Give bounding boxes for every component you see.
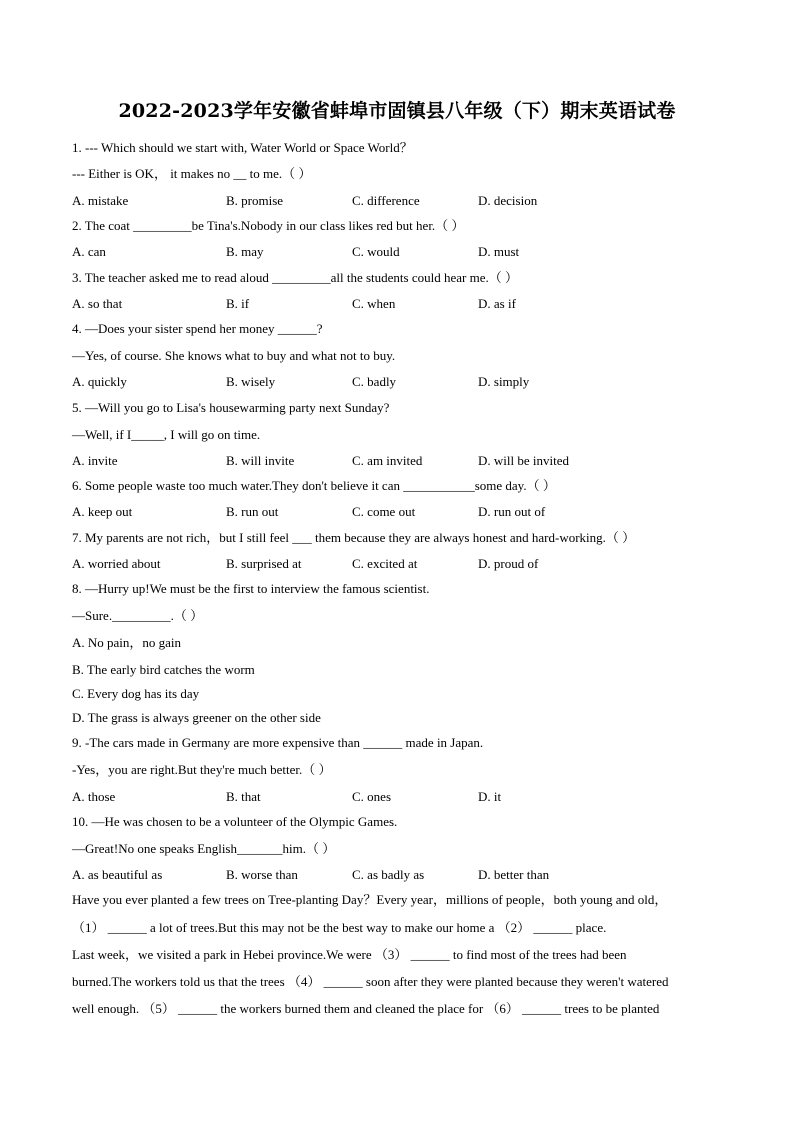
question-9-stem: 9. -The cars made in Germany are more expensive than ______ made in Japan. [72, 735, 484, 750]
option-a: A. mistake [72, 193, 129, 208]
option-d: D. run out of [478, 504, 546, 519]
question-1-options [72, 193, 632, 209]
option-c: C. am invited [352, 453, 423, 468]
question-5-options [72, 453, 632, 469]
passage-line: well enough. （5） ______ the workers burned them and cleaned the place for （6） ______ trees to be planted [72, 1001, 660, 1016]
option-c: C. excited at [352, 556, 418, 571]
question-6-options [72, 504, 632, 520]
question-4-reply: —Yes, of course. She knows what to buy and what not to buy. [72, 348, 396, 363]
option-a: A. so that [72, 296, 123, 311]
option-a: A. can [72, 244, 106, 259]
option-c: C. would [352, 244, 400, 259]
question-9-reply: -Yes，you are right.But they're much better.（ ） [72, 762, 332, 777]
question-5-reply: —Well, if I_____, I will go on time. [72, 427, 261, 442]
option-a: A. those [72, 789, 116, 804]
question-8-option-d: D. The grass is always greener on the other side [72, 710, 321, 725]
question-7-options [72, 556, 632, 572]
option-c: C. when [352, 296, 396, 311]
option-d: D. will be invited [478, 453, 569, 468]
question-3-stem: 3. The teacher asked me to read aloud _________all the students could hear me.（ ） [72, 270, 518, 285]
passage-line: burned.The workers told us that the trees （4） ______ soon after they were planted because they weren't watered [72, 974, 669, 989]
option-c: C. come out [352, 504, 416, 519]
question-2-stem: 2. The coat _________be Tina's.Nobody in our class likes red but her.（ ） [72, 218, 465, 233]
question-8-option-c: C. Every dog has its day [72, 686, 200, 701]
option-b: B. wisely [226, 374, 276, 389]
option-d: D. must [478, 244, 520, 259]
option-d: D. simply [478, 374, 530, 389]
passage-line: （1） ______ a lot of trees.But this may not be the best way to make our home a （2） ______ place. [72, 920, 607, 935]
option-b: B. worse than [226, 867, 298, 882]
question-9-options [72, 789, 632, 805]
option-b: B. run out [226, 504, 279, 519]
option-b: B. that [226, 789, 261, 804]
option-b: B. promise [226, 193, 284, 208]
option-b: B. may [226, 244, 264, 259]
option-c: C. difference [352, 193, 420, 208]
question-10-stem: 10. —He was chosen to be a volunteer of the Olympic Games. [72, 814, 398, 829]
option-d: D. decision [478, 193, 538, 208]
passage-line: Have you ever planted a few trees on Tree-planting Day？Every year，millions of people，both young and old， [72, 892, 668, 907]
option-c: C. badly [352, 374, 397, 389]
question-2-options [72, 244, 632, 260]
option-c: C. ones [352, 789, 391, 804]
option-a: A. as beautiful as [72, 867, 163, 882]
option-d: D. as if [478, 296, 516, 311]
question-1-stem: 1. --- Which should we start with, Water World or Space World？ [72, 140, 413, 155]
question-4-stem: 4. —Does your sister spend her money ______? [72, 321, 323, 336]
question-10-reply: —Great!No one speaks English_______him.（ ） [72, 841, 336, 856]
option-b: B. surprised at [226, 556, 302, 571]
option-a: A. invite [72, 453, 118, 468]
question-7-stem: 7. My parents are not rich，but I still feel ___ them because they are always honest and hard-working.（ ） [72, 530, 636, 545]
option-b: B. if [226, 296, 250, 311]
question-4-options [72, 374, 632, 390]
passage-line: Last week，we visited a park in Hebei province.We were （3） ______ to find most of the trees had been [72, 947, 627, 962]
option-c: C. as badly as [352, 867, 425, 882]
page-title: 2022-2023学年安徽省蚌埠市固镇县八年级（下）期末英语试卷 [118, 100, 676, 122]
question-8-option-b: B. The early bird catches the worm [72, 662, 255, 677]
option-d: D. better than [478, 867, 550, 882]
question-8-stem: 8. —Hurry up!We must be the first to interview the famous scientist. [72, 581, 430, 596]
option-a: A. quickly [72, 374, 127, 389]
question-3-options [72, 296, 632, 312]
option-a: A. keep out [72, 504, 133, 519]
question-8-reply: —Sure._________.（ ） [72, 608, 204, 623]
question-1-reply: --- Either is OK， it makes no __ to me.（ ） [72, 166, 312, 181]
question-10-options [72, 867, 632, 883]
question-8-option-a: A. No pain，no gain [72, 635, 182, 650]
question-5-stem: 5. —Will you go to Lisa's housewarming party next Sunday? [72, 400, 390, 415]
question-6-stem: 6. Some people waste too much water.They don't believe it can ___________some day.（ ） [72, 478, 556, 493]
option-a: A. worried about [72, 556, 161, 571]
option-d: D. proud of [478, 556, 539, 571]
option-b: B. will invite [226, 453, 295, 468]
option-d: D. it [478, 789, 502, 804]
